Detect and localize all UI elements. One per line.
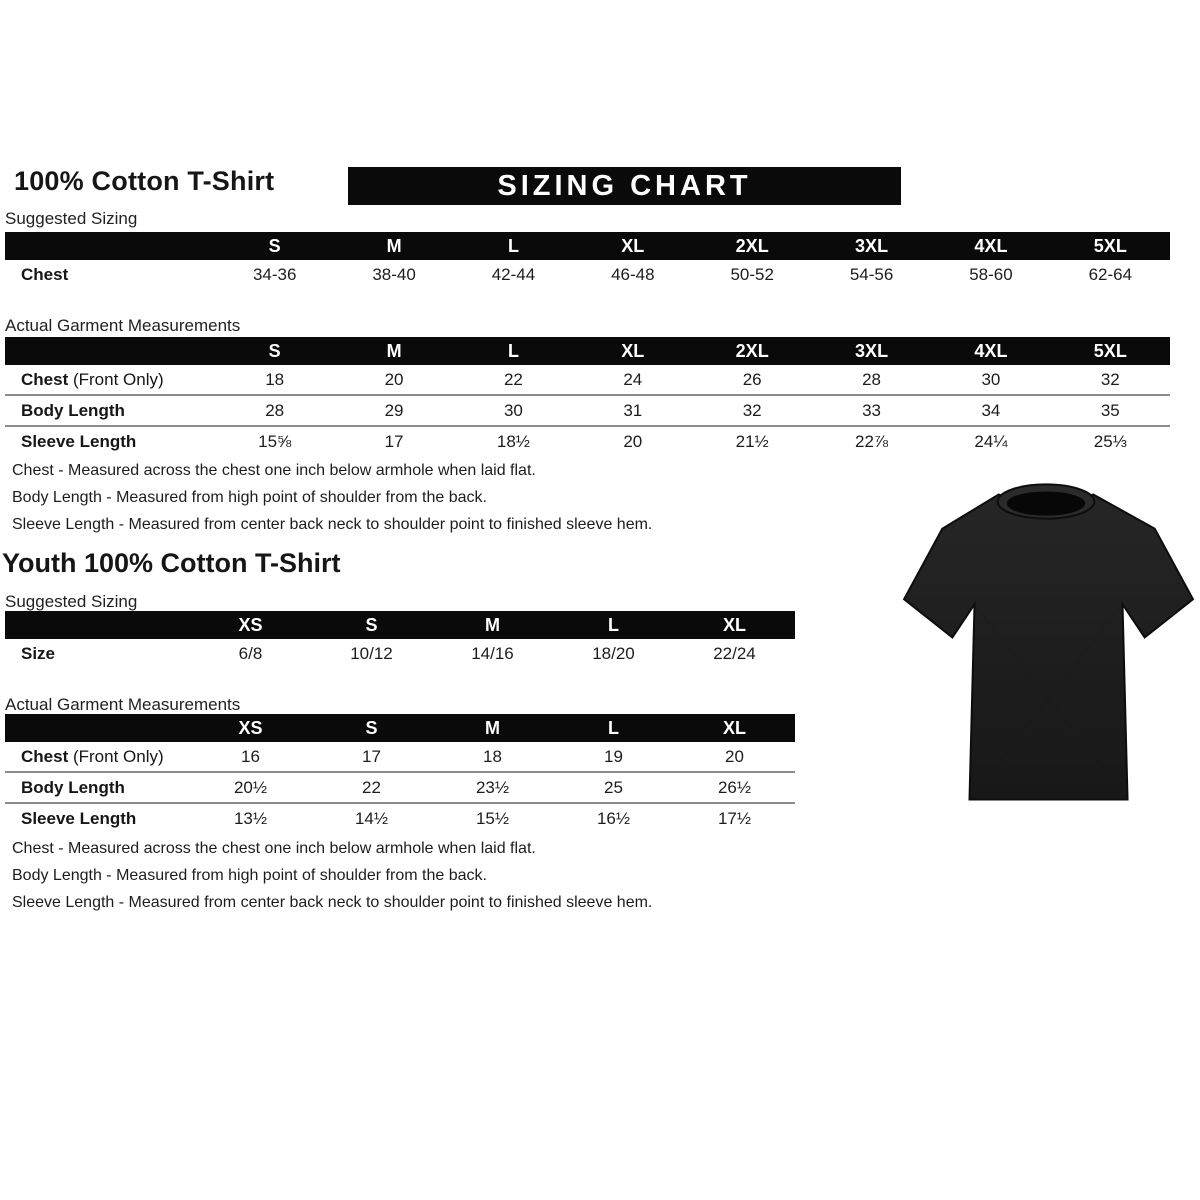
header-cell-size: M: [386, 341, 402, 361]
adult-suggested-sizing-table: [5, 232, 1170, 289]
table-cell: 20: [725, 746, 744, 766]
table-cell: 6/8: [238, 643, 263, 663]
row-label: Body Length: [21, 777, 125, 797]
table-cell: 20½: [233, 777, 268, 797]
table-cell: 18: [483, 746, 502, 766]
header-cell-size: S: [365, 615, 378, 635]
row-label: Chest (Front Only): [21, 746, 164, 766]
table-cell: 26½: [717, 777, 752, 797]
table-cell: 17: [384, 431, 404, 451]
table-cell: 32: [742, 400, 762, 420]
table-cell: 25⅓: [1093, 431, 1127, 451]
table-cell: 14/16: [471, 643, 514, 663]
table-cell: 20: [384, 369, 404, 389]
table-cell: 31: [623, 400, 643, 420]
adult-actual-header-row: [5, 337, 1170, 365]
header-cell-size: XL: [621, 236, 645, 256]
note-sleeve-length: Sleeve Length - Measured from center back neck to shoulder point to finished sleeve hem.: [12, 894, 653, 911]
header-cell-size: XL: [722, 718, 746, 738]
header-cell-size: XS: [238, 615, 263, 635]
header-cell-size: S: [365, 718, 378, 738]
header-cell-size: L: [608, 718, 619, 738]
youth-suggested-sizing-table: [5, 611, 795, 668]
note-body-length: Body Length - Measured from high point of shoulder from the back.: [12, 489, 487, 506]
header-cell-size: XL: [621, 341, 645, 361]
header-cell-size: XS: [238, 718, 263, 738]
page-title: 100% Cotton T-Shirt: [14, 166, 275, 196]
tshirt-image: [895, 472, 1197, 820]
table-cell: 18/20: [592, 643, 635, 663]
header-cell-size: 2XL: [735, 341, 769, 361]
sizing-chart-banner-label: SIZING CHART: [497, 169, 752, 202]
header-cell-size: 5XL: [1093, 236, 1127, 256]
table-cell: 30: [503, 400, 523, 420]
table-cell: 54-56: [849, 264, 894, 284]
table-cell: 28: [862, 369, 882, 389]
table-row: [5, 260, 1170, 289]
header-cell-size: 3XL: [855, 236, 889, 256]
adult-suggested-header-row: [5, 232, 1170, 260]
table-row-body-length: [5, 771, 795, 802]
header-cell-size: S: [268, 236, 281, 256]
adult-measurement-notes: [12, 462, 812, 543]
table-cell: 46-48: [611, 264, 655, 284]
table-row-size: [5, 639, 795, 668]
table-cell: 10/12: [350, 643, 393, 663]
table-cell: 58-60: [969, 264, 1013, 284]
youth-actual-header-row: [5, 714, 795, 742]
note-chest: Chest - Measured across the chest one inch below armhole when laid flat.: [12, 462, 536, 479]
youth-actual-measurements-label: Actual Garment Measurements: [5, 695, 241, 714]
adult-actual-measurements-label: Actual Garment Measurements: [5, 316, 241, 335]
header-cell-size: L: [608, 615, 619, 635]
table-cell: 16½: [596, 808, 631, 828]
table-cell: 22: [503, 369, 523, 389]
header-cell-size: 5XL: [1093, 341, 1127, 361]
header-cell-size: M: [485, 615, 500, 635]
table-cell: 30: [981, 369, 1001, 389]
sizing-chart-banner: [348, 167, 901, 205]
table-cell: 34: [981, 400, 1001, 420]
table-cell: 26: [742, 369, 762, 389]
youth-measurement-notes: [12, 840, 812, 921]
row-label: Chest: [21, 264, 69, 284]
adult-suggested-sizing-label: Suggested Sizing: [5, 209, 138, 228]
youth-actual-measurements-table: [5, 714, 795, 833]
table-cell: 18: [265, 369, 285, 389]
table-cell: 62-64: [1088, 264, 1133, 284]
table-cell: 38-40: [372, 264, 416, 284]
row-label: Sleeve Length: [21, 808, 137, 828]
table-row-sleeve-length: [5, 425, 1170, 456]
header-cell-size: 3XL: [855, 341, 889, 361]
table-cell: 23½: [475, 777, 510, 797]
table-cell: 35: [1100, 400, 1120, 420]
tshirt-graphic: [895, 472, 1197, 820]
row-label: Chest (Front Only): [21, 369, 164, 389]
header-cell-size: XL: [722, 615, 746, 635]
table-cell: 24: [623, 369, 643, 389]
table-cell: 33: [862, 400, 882, 420]
header-cell-size: L: [507, 341, 519, 361]
table-cell: 22⅞: [855, 431, 889, 451]
table-cell: 15⅝: [258, 431, 292, 451]
table-cell: 21½: [735, 431, 769, 451]
header-cell-size: S: [268, 341, 281, 361]
table-cell: 20: [623, 431, 643, 451]
table-row-chest: [5, 365, 1170, 394]
table-cell: 14½: [354, 808, 389, 828]
table-cell: 15½: [475, 808, 510, 828]
header-cell-size: M: [386, 236, 402, 256]
table-cell: 42-44: [491, 264, 536, 284]
note-chest: Chest - Measured across the chest one inch below armhole when laid flat.: [12, 840, 536, 857]
table-cell: 50-52: [730, 264, 774, 284]
table-cell: 24¼: [974, 431, 1008, 451]
table-cell: 22/24: [713, 643, 756, 663]
youth-section-title: Youth 100% Cotton T-Shirt: [2, 548, 341, 578]
table-cell: 22: [362, 777, 381, 797]
adult-actual-measurements-table: [5, 337, 1170, 456]
note-sleeve-length: Sleeve Length - Measured from center back neck to shoulder point to finished sleeve hem.: [12, 516, 653, 533]
table-cell: 19: [604, 746, 623, 766]
youth-suggested-sizing-label: Suggested Sizing: [5, 592, 138, 611]
table-cell: 16: [241, 746, 260, 766]
row-label: Size: [21, 643, 56, 663]
table-row-chest: [5, 742, 795, 771]
header-cell-size: L: [507, 236, 519, 256]
table-cell: 18½: [496, 431, 530, 451]
header-cell-size: 4XL: [974, 341, 1008, 361]
table-cell: 25: [604, 777, 623, 797]
table-cell: 13½: [233, 808, 268, 828]
table-cell: 28: [265, 400, 285, 420]
header-cell-size: 2XL: [735, 236, 769, 256]
table-cell: 32: [1100, 369, 1120, 389]
table-row-body-length: [5, 394, 1170, 425]
header-cell-size: 4XL: [974, 236, 1008, 256]
youth-suggested-header-row: [5, 611, 795, 639]
note-body-length: Body Length - Measured from high point of shoulder from the back.: [12, 867, 487, 884]
row-label: Sleeve Length: [21, 431, 137, 451]
row-label: Body Length: [21, 400, 125, 420]
table-cell: 34-36: [252, 264, 297, 284]
table-row-sleeve-length: [5, 802, 795, 833]
header-cell-size: M: [485, 718, 500, 738]
table-cell: 17: [362, 746, 381, 766]
table-cell: 29: [384, 400, 404, 420]
table-cell: 17½: [717, 808, 752, 828]
